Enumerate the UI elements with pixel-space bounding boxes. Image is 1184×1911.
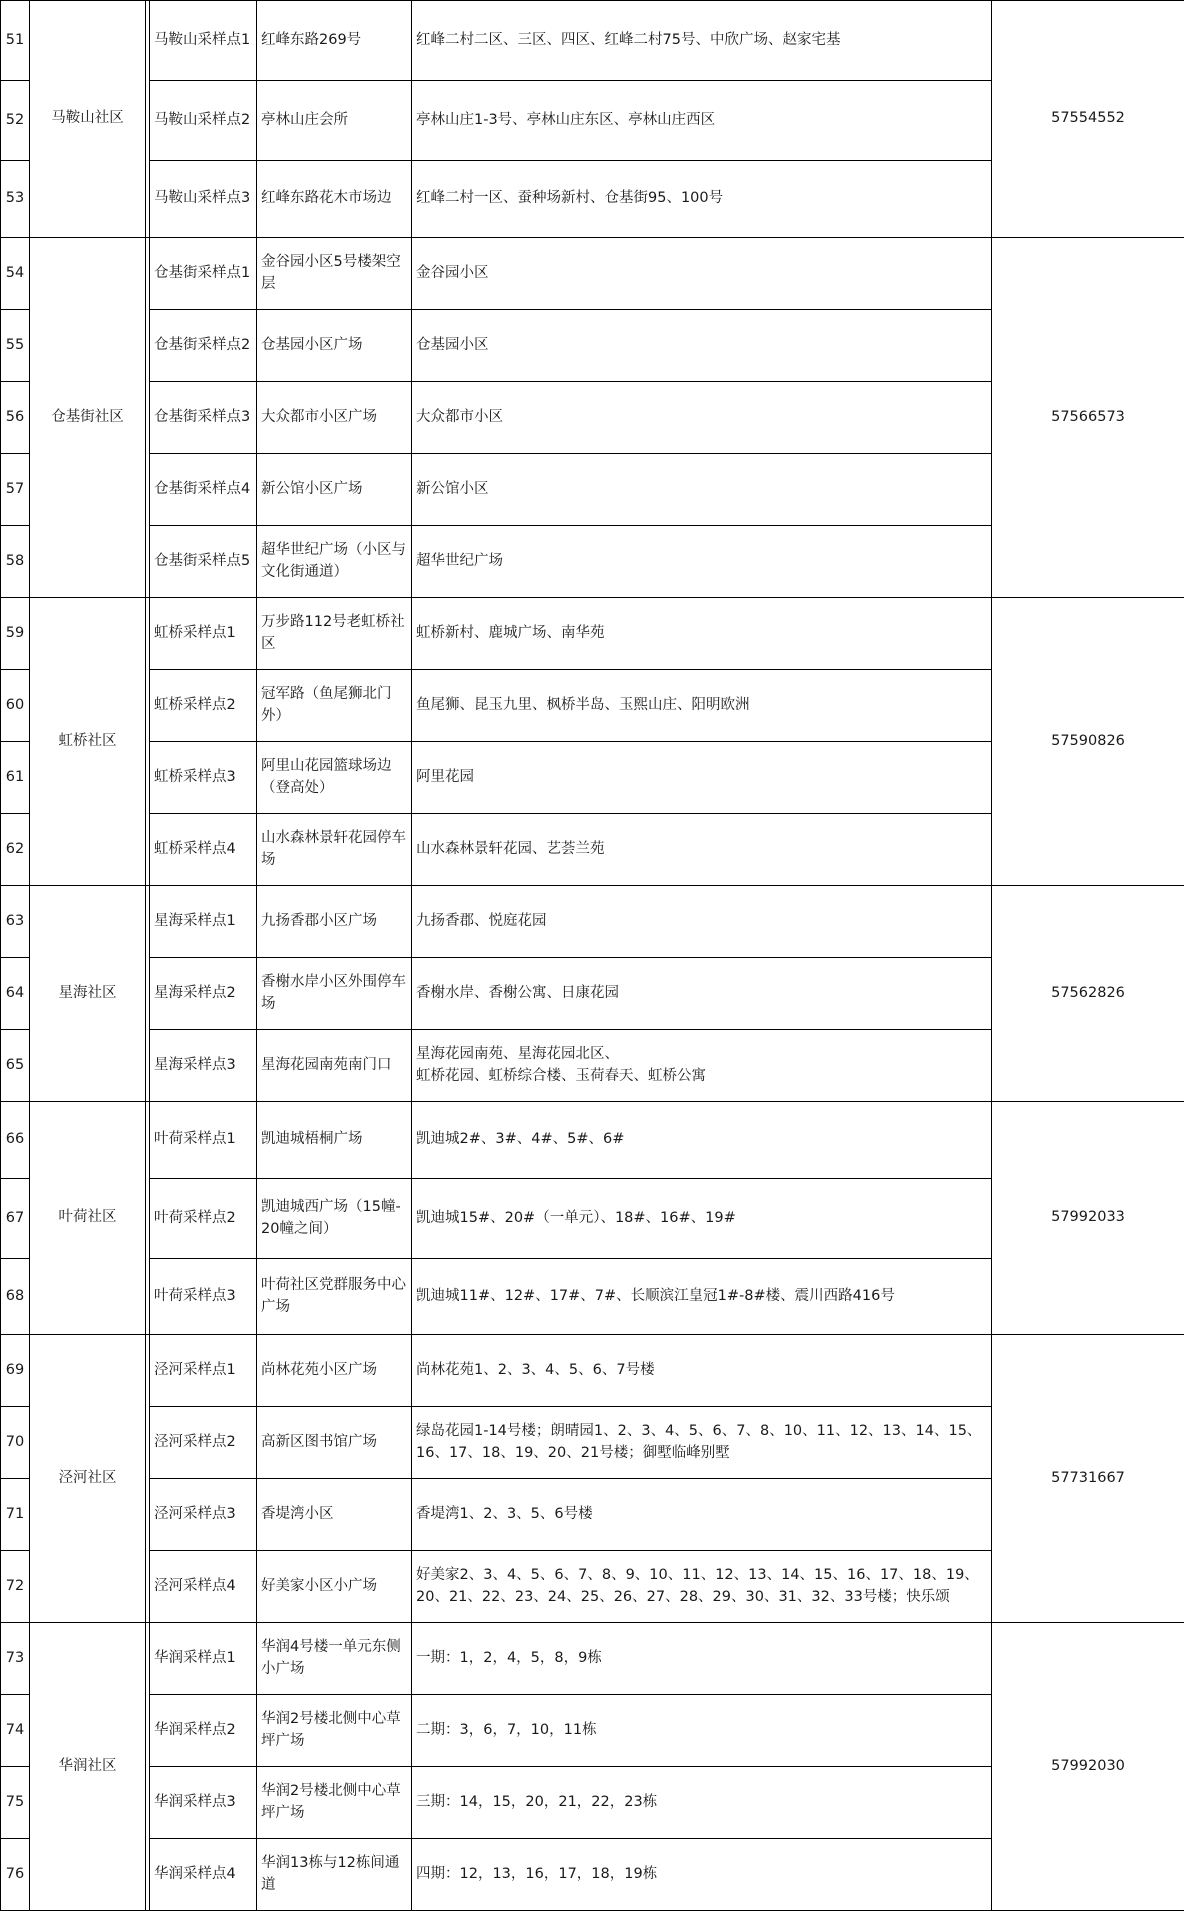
sampling-location: 华润2号楼北侧中心草坪广场 [257,1767,412,1839]
community-name: 虹桥社区 [30,598,146,886]
community-name: 叶荷社区 [30,1102,146,1335]
row-number: 67 [1,1179,30,1259]
table-row [1,1,1184,81]
table-row [1,1102,1184,1179]
sampling-point: 虹桥采样点1 [150,598,257,670]
coverage-area: 超华世纪广场 [412,526,992,598]
sampling-location: 香堤湾小区 [257,1479,412,1551]
sampling-location: 金谷园小区5号楼架空层 [257,238,412,310]
row-number: 65 [1,1030,30,1102]
row-number: 52 [1,81,30,161]
sampling-point: 星海采样点2 [150,958,257,1030]
sampling-location: 亭林山庄会所 [257,81,412,161]
row-number: 69 [1,1335,30,1407]
sampling-point: 星海采样点3 [150,1030,257,1102]
sampling-point: 泾河采样点1 [150,1335,257,1407]
sampling-point: 虹桥采样点2 [150,670,257,742]
coverage-area: 阿里花园 [412,742,992,814]
row-number: 71 [1,1479,30,1551]
sampling-location: 星海花园南苑南门口 [257,1030,412,1102]
community-name: 星海社区 [30,886,146,1102]
contact-phone: 57992033 [992,1102,1184,1335]
row-number: 60 [1,670,30,742]
community-name: 仓基街社区 [30,238,146,598]
coverage-area: 好美家2、3、4、5、6、7、8、9、10、11、12、13、14、15、16、17、18、19、20、21、22、23、24、25、26、27、28、29、30、31、32、33号楼；快乐颂 [412,1551,992,1623]
sampling-point: 叶荷采样点1 [150,1102,257,1179]
sampling-location: 超华世纪广场（小区与文化街通道） [257,526,412,598]
coverage-area: 四期：12，13，16，17，18，19栋 [412,1839,992,1911]
sampling-location: 华润4号楼一单元东侧小广场 [257,1623,412,1695]
row-number: 68 [1,1259,30,1335]
row-number: 62 [1,814,30,886]
community-name: 华润社区 [30,1623,146,1911]
contact-phone: 57731667 [992,1335,1184,1623]
sampling-point: 泾河采样点4 [150,1551,257,1623]
row-number: 74 [1,1695,30,1767]
sampling-location: 华润2号楼北侧中心草坪广场 [257,1695,412,1767]
coverage-area: 三期：14，15，20，21，22，23栋 [412,1767,992,1839]
coverage-area: 香堤湾1、2、3、5、6号楼 [412,1479,992,1551]
row-number: 73 [1,1623,30,1695]
sampling-location: 九扬香郡小区广场 [257,886,412,958]
table-row [1,1623,1184,1695]
coverage-area: 大众都市小区 [412,382,992,454]
community-name: 马鞍山社区 [30,1,146,238]
contact-phone: 57566573 [992,238,1184,598]
coverage-area: 仓基园小区 [412,310,992,382]
row-number: 61 [1,742,30,814]
coverage-area: 亭林山庄1-3号、亭林山庄东区、亭林山庄西区 [412,81,992,161]
row-number: 66 [1,1102,30,1179]
row-number: 75 [1,1767,30,1839]
sampling-location: 好美家小区小广场 [257,1551,412,1623]
sampling-location: 尚林花苑小区广场 [257,1335,412,1407]
sampling-point: 星海采样点1 [150,886,257,958]
sampling-location: 高新区图书馆广场 [257,1407,412,1479]
sampling-location: 红峰东路269号 [257,1,412,81]
sampling-point: 泾河采样点3 [150,1479,257,1551]
coverage-area: 绿岛花园1-14号楼；朗晴园1、2、3、4、5、6、7、8、10、11、12、13、14、15、16、17、18、19、20、21号楼；御墅临峰别墅 [412,1407,992,1479]
sampling-location: 凯迪城西广场（15幢-20幢之间） [257,1179,412,1259]
sampling-point: 仓基街采样点4 [150,454,257,526]
contact-phone: 57590826 [992,598,1184,886]
sampling-point: 华润采样点1 [150,1623,257,1695]
sampling-location: 万步路112号老虹桥社区 [257,598,412,670]
coverage-area: 香榭水岸、香榭公寓、日康花园 [412,958,992,1030]
sampling-location: 叶荷社区党群服务中心广场 [257,1259,412,1335]
table-row [1,598,1184,670]
sampling-point: 虹桥采样点3 [150,742,257,814]
coverage-area: 二期：3，6，7，10，11栋 [412,1695,992,1767]
sampling-point: 仓基街采样点2 [150,310,257,382]
table-row [1,886,1184,958]
coverage-area: 金谷园小区 [412,238,992,310]
coverage-area: 红峰二村二区、三区、四区、红峰二村75号、中欣广场、赵家宅基 [412,1,992,81]
coverage-line: 虹桥花园、虹桥综合楼、玉荷春天、虹桥公寓 [416,1066,987,1088]
sampling-location: 香榭水岸小区外围停车场 [257,958,412,1030]
sampling-location: 凯迪城梧桐广场 [257,1102,412,1179]
community-name: 泾河社区 [30,1335,146,1623]
sampling-point: 虹桥采样点4 [150,814,257,886]
sampling-point: 仓基街采样点1 [150,238,257,310]
coverage-area: 凯迪城11#、12#、17#、7#、长顺滨江皇冠1#-8#楼、震川西路416号 [412,1259,992,1335]
row-number: 70 [1,1407,30,1479]
coverage-area [412,1030,992,1102]
coverage-line: 星海花园南苑、星海花园北区、 [416,1044,987,1066]
contact-phone: 57562826 [992,886,1184,1102]
sampling-point: 华润采样点4 [150,1839,257,1911]
sampling-point: 叶荷采样点3 [150,1259,257,1335]
table-row [1,1335,1184,1407]
coverage-area: 鱼尾狮、昆玉九里、枫桥半岛、玉熙山庄、阳明欧洲 [412,670,992,742]
coverage-area: 凯迪城15#、20#（一单元）、18#、16#、19# [412,1179,992,1259]
table-row [1,238,1184,310]
row-number: 56 [1,382,30,454]
sampling-location: 冠军路（鱼尾狮北门外） [257,670,412,742]
coverage-area: 新公馆小区 [412,454,992,526]
row-number: 53 [1,161,30,238]
sampling-point: 华润采样点3 [150,1767,257,1839]
sampling-point: 泾河采样点2 [150,1407,257,1479]
row-number: 64 [1,958,30,1030]
row-number: 57 [1,454,30,526]
sampling-location: 仓基园小区广场 [257,310,412,382]
sampling-point: 仓基街采样点5 [150,526,257,598]
sampling-location: 大众都市小区广场 [257,382,412,454]
sampling-location: 阿里山花园篮球场边（登高处） [257,742,412,814]
row-number: 54 [1,238,30,310]
coverage-area: 一期：1，2，4，5，8，9栋 [412,1623,992,1695]
coverage-area: 红峰二村一区、蚕种场新村、仓基街95、100号 [412,161,992,238]
row-number: 76 [1,1839,30,1911]
sampling-location: 红峰东路花木市场边 [257,161,412,238]
row-number: 51 [1,1,30,81]
contact-phone: 57554552 [992,1,1184,238]
sampling-point: 马鞍山采样点3 [150,161,257,238]
row-number: 59 [1,598,30,670]
sampling-location: 华润13栋与12栋间通道 [257,1839,412,1911]
sampling-point: 仓基街采样点3 [150,382,257,454]
coverage-area: 凯迪城2#、3#、4#、5#、6# [412,1102,992,1179]
coverage-area: 山水森林景轩花园、艺荟兰苑 [412,814,992,886]
coverage-area: 尚林花苑1、2、3、4、5、6、7号楼 [412,1335,992,1407]
sampling-point: 叶荷采样点2 [150,1179,257,1259]
coverage-area: 虹桥新村、鹿城广场、南华苑 [412,598,992,670]
sampling-point: 马鞍山采样点1 [150,1,257,81]
sampling-point: 华润采样点2 [150,1695,257,1767]
row-number: 63 [1,886,30,958]
row-number: 58 [1,526,30,598]
coverage-area: 九扬香郡、悦庭花园 [412,886,992,958]
sampling-location: 新公馆小区广场 [257,454,412,526]
contact-phone: 57992030 [992,1623,1184,1911]
sampling-point: 马鞍山采样点2 [150,81,257,161]
sampling-location: 山水森林景轩花园停车场 [257,814,412,886]
row-number: 55 [1,310,30,382]
row-number: 72 [1,1551,30,1623]
